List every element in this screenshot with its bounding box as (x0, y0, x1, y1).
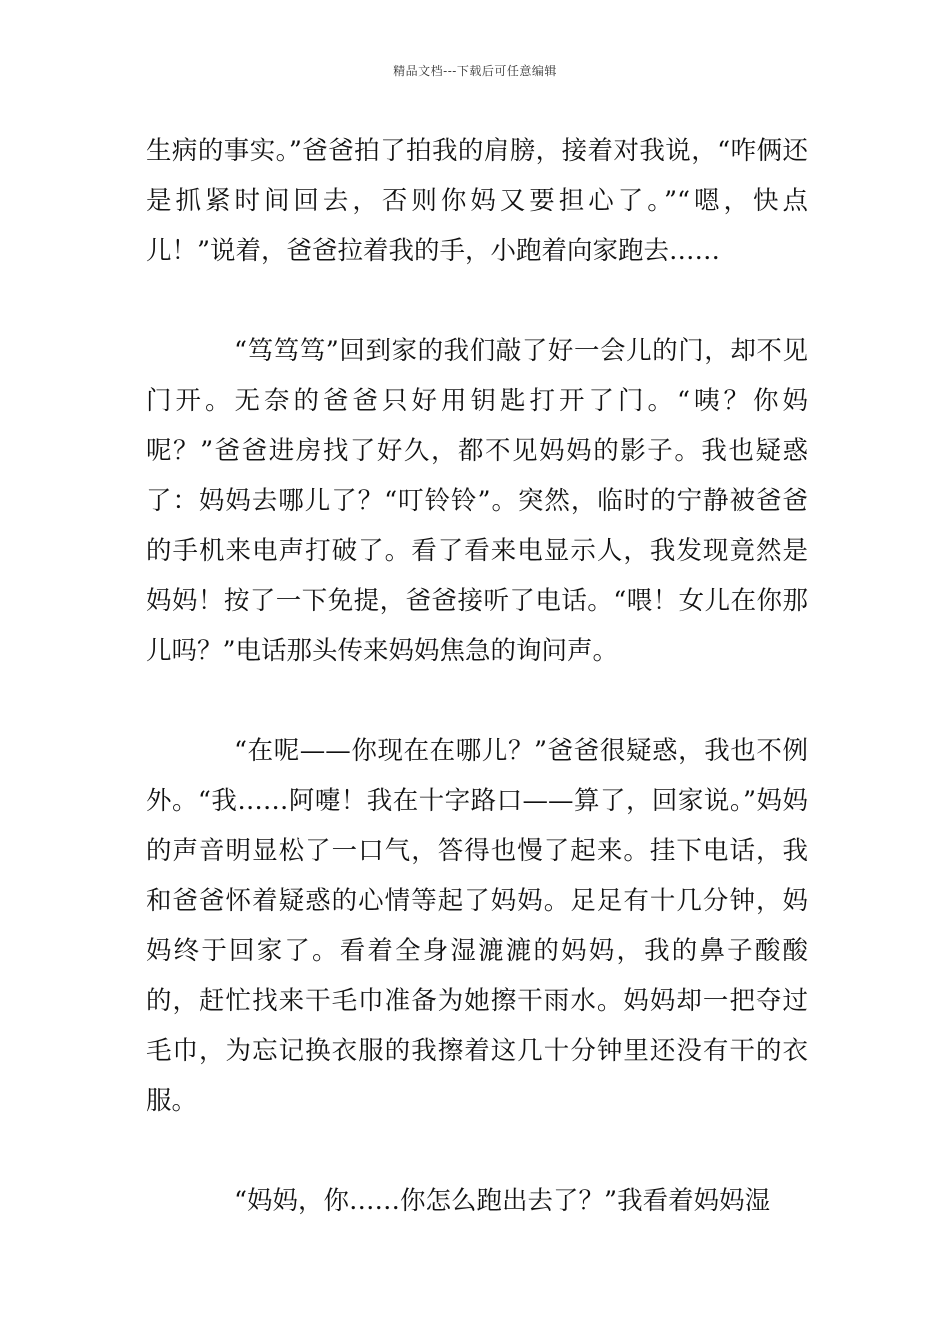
paragraph-continuation: 生病的事实。”爸爸拍了拍我的肩膀，接着对我说，“咋俩还是抓紧时间回去，否则你妈又要担心了。”“嗯，快点儿！”说着，爸爸拉着我的手，小跑着向家跑去…… (146, 136, 808, 266)
paragraph-question: “妈妈，你……你怎么跑出去了？”我看着妈妈湿 (234, 1186, 771, 1216)
document-body (146, 126, 808, 1226)
paragraph-phone-call: “在呢——你现在在哪儿？”爸爸很疑惑，我也不例外。“我……阿嚏！我在十字路口——算了，回家说。”妈妈的声音明显松了一口气，答得也慢了起来。挂下电话，我和爸爸怀着疑惑的心情等起了妈妈。足足有十几分钟，妈妈终于回家了。看着全身湿漉漉的妈妈，我的鼻子酸酸的，赶忙找来干毛巾准备为她擦干雨水。妈妈却一把夺过毛巾，为忘记换衣服的我擦着这几十分钟里还没有干的衣服。 (146, 736, 808, 1116)
page-header: 精品文档---下载后可任意编辑 (393, 64, 557, 78)
paragraph-knocking: “笃笃笃”回到家的我们敲了好一会儿的门，却不见门开。无奈的爸爸只好用钥匙打开了门。“咦？你妈呢？”爸爸进房找了好久，都不见妈妈的影子。我也疑惑了：妈妈去哪儿了？“叮铃铃”。突然，临时的宁静被爸爸的手机来电声打破了。看了看来电显示人，我发现竟然是妈妈！按了一下免提，爸爸接听了电话。“喂！女儿在你那儿吗？”电话那头传来妈妈焦急的询问声。 (146, 336, 808, 666)
